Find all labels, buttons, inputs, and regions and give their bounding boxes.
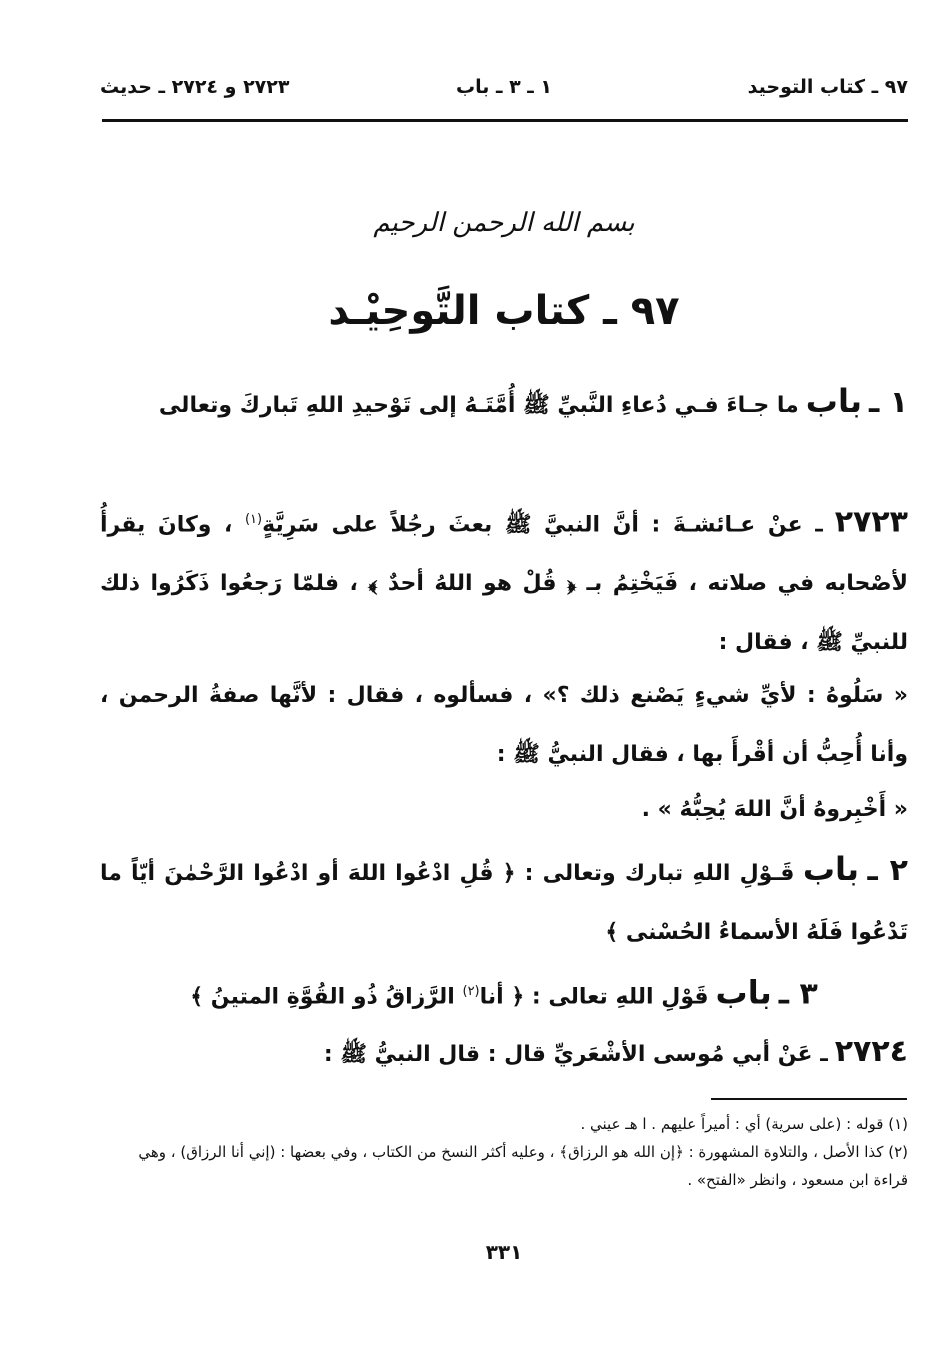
footnote-marker: (١) <box>244 512 263 527</box>
chapter-1-heading <box>100 372 908 435</box>
hadith-number: ٢٧٢٤ <box>834 1034 908 1069</box>
chapter-word: باب <box>715 973 772 1012</box>
hadith-number: ٢٧٢٣ <box>834 504 908 540</box>
header-book-title: ٩٧ ـ كتاب التوحيد <box>747 76 908 98</box>
hadith-2724-paragraph <box>168 1022 908 1084</box>
footnote-marker: (٢) <box>462 984 480 999</box>
chapter-2-heading <box>100 840 908 962</box>
header-hadith-range: ٢٧٢٣ و ٢٧٢٤ ـ حديث <box>100 76 290 98</box>
chapter-number: ٣ ـ <box>778 976 818 1012</box>
hadith-text: ـ عنْ عـائشـةَ : أنَّ النبيَّ ﷺ بعثَ رجُلاً على سَرِيَّةٍ <box>262 512 823 538</box>
chapter-3-heading <box>100 962 908 1026</box>
chapter-title: قَوْلِ اللهِ تعالى : ﴿ أنا <box>479 984 709 1010</box>
chapter-title: قَـوْلِ اللهِ تبارك وتعالى : ﴿ قُلِ ادْعُوا اللهَ أو ادْعُوا الرَّحْمٰنَ أيّاً ما تَدْعُوا فَلَهُ الأسماءُ الحُسْنى ﴾ <box>100 861 908 945</box>
book-title: ٩٧ ـ كتاب التَّوحِيْـد <box>328 288 680 334</box>
hadith-2723-paragraph-2 <box>100 666 908 784</box>
footnotes <box>100 1110 908 1194</box>
footnote-1: (١) قوله : (على سرية) أي : أميراً عليهم . ا هـ عيني . <box>580 1115 908 1133</box>
hadith-text: « أَخْبِروهُ أنَّ اللهَ يُحِبُّهُ » . <box>641 797 908 822</box>
page-number: ٣٣١ <box>485 1240 523 1264</box>
chapter-word: باب <box>802 850 860 888</box>
chapter-title-continued: الرَّزاقُ ذُو القُوَّةِ المتينُ ﴾ <box>190 984 463 1010</box>
chapter-word: باب <box>805 382 862 420</box>
header-divider <box>102 119 908 122</box>
footnote-2: (٢) كذا الأصل ، والتلاوة المشهورة : ﴿إن الله هو الرزاق﴾ ، وعليه أكثر النسخ من الكتاب ، وفي بعضها : (إني أنا الرزاق) ، وهي قراءة ابن مسعود ، وانظر «الفتح» . <box>138 1143 908 1189</box>
footnote-divider <box>711 1098 907 1100</box>
hadith-text: ـ عَنْ أبي مُوسى الأشْعَريِّ قال : قال النبيُّ ﷺ : <box>323 1042 828 1067</box>
chapter-title: ما جـاءَ فـي دُعاءِ النَّبيِّ ﷺ أُمَّتَـهُ إلى تَوْحيدِ اللهِ تَباركَ وتعالى <box>158 393 799 418</box>
basmala: بسم الله الرحمن الرحيم <box>373 208 635 238</box>
hadith-2723-paragraph <box>100 490 908 672</box>
header-chapter-range: ١ ـ ٣ ـ باب <box>455 76 553 98</box>
hadith-text-continued: ، وكانَ يقرأُ لأصْحابه في صلاته ، فَيَخْتِمُ بـ ﴿ قُلْ هو اللهُ أحدٌ ﴾ ، فلمّا رَجعُوا ذَكَرُوا ذلك للنبيِّ ﷺ ، فقال : <box>100 512 908 656</box>
chapter-number: ١ ـ <box>868 385 908 420</box>
chapter-number: ٢ ـ <box>867 853 908 888</box>
hadith-text: « سَلُوهُ : لأيِّ شيءٍ يَصْنع ذلك ؟» ، فسألوه ، فقال : لأنَّها صفةُ الرحمن ، وأنا أُحِبُّ أن أقْرأَ بها ، فقال النبيُّ ﷺ : <box>100 683 908 767</box>
hadith-2723-paragraph-3 <box>100 780 908 839</box>
running-header <box>100 72 908 108</box>
